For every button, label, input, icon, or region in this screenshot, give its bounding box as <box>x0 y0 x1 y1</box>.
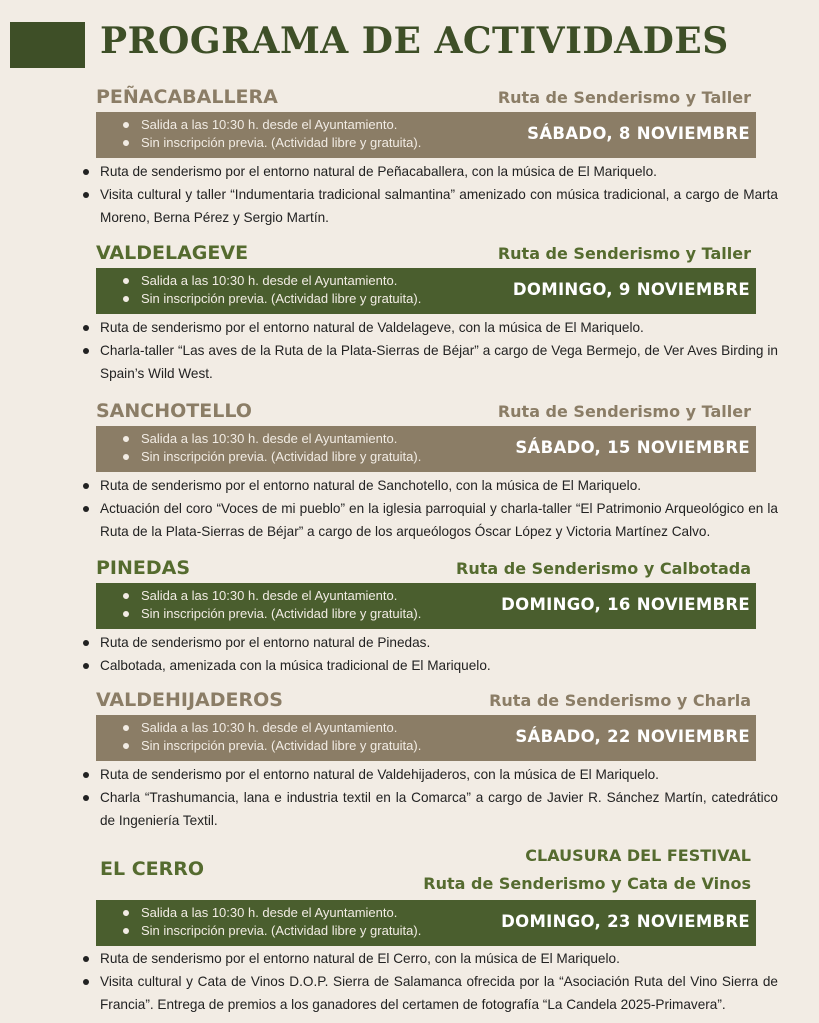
detail-item: Visita cultural y taller “Indumentaria tradicional salmantina” amenizado con música tradicional, a cargo de Marta Moreno, Berna Pérez y Sergio Martín. <box>100 183 778 229</box>
title-accent-block <box>10 22 85 68</box>
detail-item: Calbotada, amenizada con la música tradicional de El Mariquelo. <box>100 654 778 677</box>
town-name: VALDELAGEVE <box>96 242 249 264</box>
town-name: EL CERRO <box>100 858 205 880</box>
info-band <box>96 583 756 629</box>
town-name: PEÑACABALLERA <box>96 86 278 108</box>
info-band <box>96 112 756 158</box>
event-date: DOMINGO, 9 NOVIEMBRE <box>512 280 750 299</box>
town-name: VALDEHIJADEROS <box>96 689 283 711</box>
festival-closing-label: CLAUSURA DEL FESTIVAL <box>525 846 751 865</box>
registration-info: Sin inscripción previa. (Actividad libre y gratuita). <box>123 290 421 308</box>
page-title: PROGRAMA DE ACTIVIDADES <box>100 20 729 62</box>
event-details <box>78 947 778 1016</box>
info-band <box>96 900 756 946</box>
registration-info: Sin inscripción previa. (Actividad libre y gratuita). <box>123 134 421 152</box>
detail-item: Ruta de senderismo por el entorno natural de Valdehijaderos, con la música de El Mariquelo. <box>100 763 778 786</box>
detail-item: Charla “Trashumancia, lana e industria textil en la Comarca” a cargo de Javier R. Sánchez Martín, catedrático de Ingeniería Textil. <box>100 786 778 832</box>
town-name: PINEDAS <box>96 557 191 579</box>
departure-info: Salida a las 10:30 h. desde el Ayuntamiento. <box>123 587 421 605</box>
registration-info: Sin inscripción previa. (Actividad libre y gratuita). <box>123 922 421 940</box>
departure-info: Salida a las 10:30 h. desde el Ayuntamiento. <box>123 904 421 922</box>
event-details <box>78 763 778 832</box>
detail-item: Ruta de senderismo por el entorno natural de Valdelageve, con la música de El Mariquelo. <box>100 316 778 339</box>
activity-type: Ruta de Senderismo y Charla <box>489 691 751 710</box>
registration-info: Sin inscripción previa. (Actividad libre y gratuita). <box>123 448 421 466</box>
detail-item: Visita cultural y Cata de Vinos D.O.P. Sierra de Salamanca ofrecida por la “Asociación Ruta del Vino Sierra de Francia”. Entrega de premios a los ganadores del certamen de fotografía “La Candela 2025-Primavera”. <box>100 970 778 1016</box>
info-band <box>96 426 756 472</box>
departure-info: Salida a las 10:30 h. desde el Ayuntamiento. <box>123 116 421 134</box>
activity-type: Ruta de Senderismo y Taller <box>497 402 751 421</box>
detail-item: Ruta de senderismo por el entorno natural de Pinedas. <box>100 631 778 654</box>
info-band <box>96 268 756 314</box>
event-date: SÁBADO, 22 NOVIEMBRE <box>515 727 750 746</box>
event-details <box>78 474 778 543</box>
detail-item: Ruta de senderismo por el entorno natural de El Cerro, con la música de El Mariquelo. <box>100 947 778 970</box>
event-details <box>78 160 778 229</box>
town-name: SANCHOTELLO <box>96 400 252 422</box>
info-band <box>96 715 756 761</box>
event-details <box>78 631 778 677</box>
departure-info: Salida a las 10:30 h. desde el Ayuntamiento. <box>123 719 421 737</box>
activity-type: Ruta de Senderismo y Calbotada <box>456 559 751 578</box>
departure-info: Salida a las 10:30 h. desde el Ayuntamiento. <box>123 272 421 290</box>
event-details <box>78 316 778 385</box>
activity-type: Ruta de Senderismo y Taller <box>497 244 751 263</box>
activity-type: Ruta de Senderismo y Taller <box>497 88 751 107</box>
departure-info: Salida a las 10:30 h. desde el Ayuntamiento. <box>123 430 421 448</box>
detail-item: Ruta de senderismo por el entorno natural de Sanchotello, con la música de El Mariquelo. <box>100 474 778 497</box>
activity-type: Ruta de Senderismo y Cata de Vinos <box>423 874 751 893</box>
event-date: DOMINGO, 16 NOVIEMBRE <box>501 595 750 614</box>
detail-item: Ruta de senderismo por el entorno natural de Peñacaballera, con la música de El Mariquelo. <box>100 160 778 183</box>
event-date: SÁBADO, 15 NOVIEMBRE <box>515 438 750 457</box>
detail-item: Actuación del coro “Voces de mi pueblo” en la iglesia parroquial y charla-taller “El Patrimonio Arqueológico en la Ruta de la Plata-Sierras de Béjar” a cargo de los arqueólogos Óscar López y Victoria Martínez Calvo. <box>100 497 778 543</box>
registration-info: Sin inscripción previa. (Actividad libre y gratuita). <box>123 737 421 755</box>
registration-info: Sin inscripción previa. (Actividad libre y gratuita). <box>123 605 421 623</box>
event-date: SÁBADO, 8 NOVIEMBRE <box>527 124 750 143</box>
detail-item: Charla-taller “Las aves de la Ruta de la Plata-Sierras de Béjar” a cargo de Vega Bermejo, de Ver Aves Birding in Spain’s Wild West. <box>100 339 778 385</box>
event-date: DOMINGO, 23 NOVIEMBRE <box>501 912 750 931</box>
